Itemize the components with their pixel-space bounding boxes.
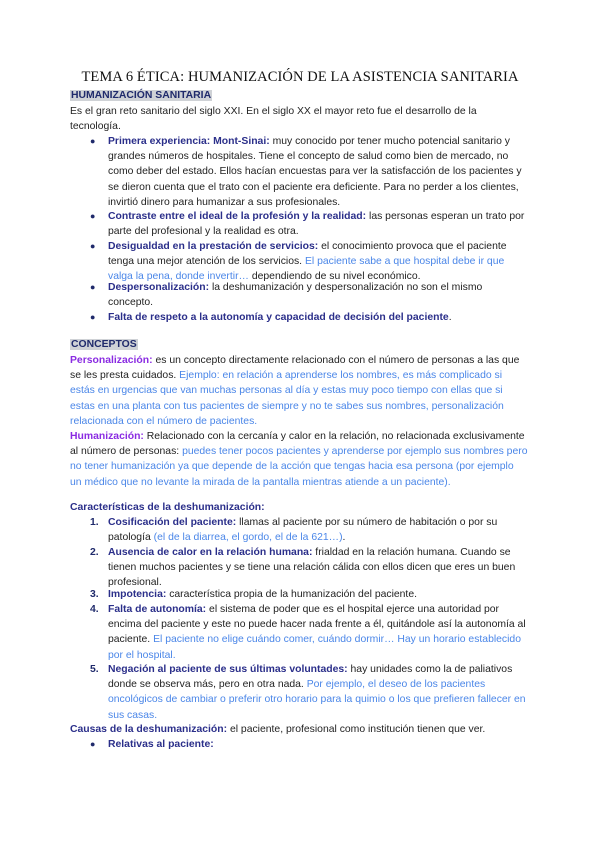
section-heading-conceptos: CONCEPTOS — [71, 339, 137, 350]
list-item: 1. Cosificación del paciente: llamas al paciente por su número de habitación o por su patología (el de la diarrea, el gordo, el de la 621…). — [90, 517, 498, 544]
list-item: 5. Negación al paciente de sus últimas voluntades: hay unidades como la de paliativos donde se observa más, pero en otra nada. Por ejemplo, el deseo de los pacientes oncológicos de cambiar o preferir otro horario para la quimio o los que prefieren fallecer en sus casas. — [90, 664, 526, 721]
bullet-icon: ● — [90, 136, 96, 146]
caracteristicas-heading: Características de la deshumanización: — [70, 502, 265, 513]
bullet-icon: ● — [90, 312, 96, 322]
list-item: ● Primera experiencia: Mont-Sinai: muy conocido por tener mucho potencial sanitario y grandes números de hospitales. Tiene el concepto de salud como bien de mercado, no como deber del estado. Ellos hacían encuestas para ver la satisfacción de los pacientes y se dieron cuenta que el trato con el paciente era deficiente. Para no perder a los clientes, invirtió dinero para humanizar a sus profesionales. — [90, 136, 522, 208]
concept-humanizacion: Humanización: Relacionado con la cercanía y calor en la relación, no relacionada exclusivamente al número de personas: puedes tener pocos pacientes y aprenderse por ejemplo sus nombres pero no tener humanización ya que depende de la acción que tengas hacia esa persona (por ejemplo un médico que no levante la mirada de la pantalla mientras atiende a un paciente). — [70, 431, 528, 488]
concept-personalizacion: Personalización: es un concepto directamente relacionado con el número de personas a las que se les presta cuidados. Ejemplo: en relación a aprenderse los nombres, es más complicado si estás en urgencias que van muchas personas al día y estas muy poco tiempo con ellas que si estas en una planta con tus pacientes de siempre y no te sabes sus nombres, personalización relacionada con el número de pacientes. — [70, 355, 520, 427]
section-heading-humanizacion: HUMANIZACIÓN SANITARIA — [71, 90, 212, 101]
list-item: ● Contraste entre el ideal de la profesión y la realidad: las personas esperan un trato por parte del profesional y la realidad es otra. — [90, 211, 525, 238]
bullet-icon: ● — [90, 241, 96, 251]
bullet-icon: ● — [90, 739, 96, 749]
list-item: 2. Ausencia de calor en la relación humana: frialdad en la relación humana. Cuando se tienen muchos pacientes y se tiene una relación cálida con ellos dicen que eres un buen profesional. — [90, 547, 516, 589]
list-item: 3. Impotencia: característica propia de la humanización del paciente. — [90, 589, 417, 600]
list-item: ● Relativas al paciente: — [108, 737, 528, 752]
causas-paragraph: Causas de la deshumanización: el paciente, profesional como institución tienen que ver. — [70, 724, 486, 735]
list-item: ● Despersonalización: la deshumanización y despersonalización no son el mismo concepto. — [90, 282, 483, 309]
document-title: TEMA 6 ÉTICA: HUMANIZACIÓN DE LA ASISTENCIA SANITARIA — [81, 69, 519, 85]
list-item: 4. Falta de autonomía: el sistema de poder que es el hospital ejerce una autoridad por encima del paciente y este no puede hacer nada frente a él, quitándole así la autonomía al paciente. El paciente no elige cuándo comer, cuándo dormir… Hay un horario establecido por el hospital. — [90, 604, 526, 661]
intro-paragraph: Es el gran reto sanitario del siglo XXI. En el siglo XX el mayor reto fue el desarrollo de la tecnología. — [70, 106, 477, 133]
list-item: ● Falta de respeto a la autonomía y capacidad de decisión del paciente. — [108, 310, 528, 325]
list-item: ● Desigualdad en la prestación de servicios: el conocimiento provoca que el paciente tenga una mejor atención de los servicios. El paciente sabe a que hospital debe ir que valga la pena, donde invertir… dependiendo de su nivel económico. — [90, 241, 507, 283]
bullet-icon: ● — [90, 282, 96, 292]
bullet-icon: ● — [90, 211, 96, 221]
